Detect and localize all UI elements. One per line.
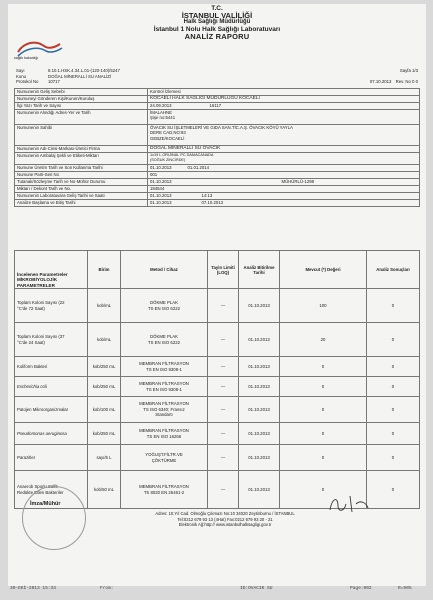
- result-sonuc: 0: [367, 289, 420, 323]
- result-tarih: 01.10.2013: [239, 357, 280, 377]
- header-analiz-tarih: Analiz Bitirilme Tarihi: [239, 251, 280, 289]
- result-mevcut: 0: [280, 471, 367, 509]
- info-label: İlgi Yazı Tarih ve Sayısı: [15, 103, 148, 110]
- header-laboratuvar: İstanbul 1 Nolu Halk Sağlığı Laboratuvarı: [153, 26, 281, 33]
- table-row: [15, 445, 420, 471]
- result-mevcut: 0: [280, 357, 367, 377]
- result-birim: kob/mL: [88, 323, 121, 357]
- header-loq: Tayin Limiti (LOQ): [208, 251, 239, 289]
- result-mevcut: 0: [280, 423, 367, 445]
- info-value: KOCAELİ HALK SAĞLIĞI MÜDÜRLÜĞÜ KOCAELİ: [148, 96, 420, 103]
- result-param: Patojen Mikroorganizmalar: [15, 397, 88, 423]
- meta-block: [14, 68, 420, 85]
- result-loq: —: [208, 445, 239, 471]
- result-tarih: 01.10.2013: [239, 323, 280, 357]
- result-metod: MEMBRAN FİLTRASYON TS 8020 EN 26461-2: [121, 471, 208, 509]
- info-label: Numuneyi Gönderen Kişi/Kurum/Kuruluş: [15, 96, 148, 103]
- result-metod: DÖKME PLAK TS EN ISO 6222: [121, 289, 208, 323]
- sayi-label: Sayı: [16, 68, 25, 73]
- table-row: [15, 423, 420, 445]
- header-sonuc: Analiz Sonuçları: [367, 251, 420, 289]
- result-param: Toplam Koloni Sayısı (37 °C'de 24 Saat): [15, 323, 88, 357]
- result-mevcut: 0: [280, 377, 367, 397]
- result-tarih: 01.10.2013: [239, 397, 280, 423]
- result-mevcut: 0: [280, 445, 367, 471]
- result-param: Toplam Koloni Sayısı (22 °C'de 72 Saat): [15, 289, 88, 323]
- result-metod: YOĞUŞT.FİLTR.VE ÇÖKTÜRME: [121, 445, 208, 471]
- info-value: 001: [148, 172, 420, 179]
- result-sonuc: 0: [367, 323, 420, 357]
- result-loq: —: [208, 377, 239, 397]
- protokol-value: 10717: [48, 79, 60, 85]
- info-value: 1x19 L ORİJİNAL PC DAMACANADA (SOĞUK ZİNCİRDE): [148, 153, 420, 165]
- results-header-row: [15, 251, 420, 289]
- info-label: Numunenin Ambalaj Şekli ve Etiketi-Miktarı: [15, 153, 148, 165]
- info-value: İMALAHNE Şişe no:5441: [148, 110, 420, 125]
- report-header: [8, 4, 426, 40]
- info-value: ÖVACIK SU İŞLETMELERİ VE GIDA SAN.TİC.A.Ş. ÖVACIK KÖYÜ YAYLA DERE CAD.NO:93 GEBZE/KOCAELİ: [148, 125, 420, 146]
- info-value: 24.09.2013 16117: [148, 103, 420, 110]
- result-param: Parazitler: [15, 445, 88, 471]
- report-date: 07.10.2013: [369, 79, 392, 85]
- result-param: Anaerob Sporlu Sülfit Redükte Eden Bakteriler: [15, 471, 88, 509]
- sayi-value: 8.10.1.HSK.4.34.L.01-(120-140)/5247: [48, 68, 120, 73]
- result-sonuc: 0: [367, 397, 420, 423]
- konu-value: DOĞAL MİNERALLİ SU ANALİZİ: [48, 73, 112, 79]
- result-tarih: 01.10.2013: [239, 289, 280, 323]
- info-value: 01.10.2013 14:13: [148, 193, 420, 200]
- result-mevcut: 20: [280, 323, 367, 357]
- official-stamp-icon: [22, 486, 86, 550]
- result-mevcut: 100: [280, 289, 367, 323]
- result-metod: MEMBRAN FİLTRASYON TS EN ISO 9308-1: [121, 357, 208, 377]
- fax-from: From:: [100, 586, 114, 591]
- info-value: 01.10.2013 MÜHÜRLÜ-1298: [148, 179, 420, 186]
- protokol-label: Protokol No: [16, 79, 39, 85]
- result-sonuc: 0: [367, 377, 420, 397]
- result-loq: —: [208, 397, 239, 423]
- info-value: 184544: [148, 186, 420, 193]
- header-param: İncelenen Parametreler MİKROBİYOLOJİK PARAMETRELER: [15, 251, 88, 289]
- result-sonuc: 0: [367, 357, 420, 377]
- result-param: Pseudomonas aeruginosa: [15, 423, 88, 445]
- result-birim: kob/50 mL: [88, 471, 121, 509]
- result-metod: MEMBRAN FİLTRASYON TS EN ISO 16266: [121, 423, 208, 445]
- header-rapor: ANALİZ RAPORU: [184, 32, 250, 41]
- result-sonuc: 0: [367, 445, 420, 471]
- header-valilik: İSTANBUL VALİLİĞİ: [181, 11, 253, 20]
- result-loq: —: [208, 471, 239, 509]
- result-loq: —: [208, 357, 239, 377]
- header-tc: T.C.: [211, 5, 223, 12]
- result-metod: DÖKME PLAK TS EN ISO 6222: [121, 323, 208, 357]
- result-tarih: 01.10.2013: [239, 423, 280, 445]
- info-label: Numunenin Laboratuvara Geliş Tarihi ve Saati: [15, 193, 148, 200]
- result-birim: kob/250 mL: [88, 423, 121, 445]
- result-tarih: 01.10.2013: [239, 377, 280, 397]
- result-loq: —: [208, 323, 239, 357]
- result-metod: MEMBRAN FİLTRASYON TS ISO 6340; Fransız Standartı: [121, 397, 208, 423]
- info-label: Numune Parti-Seri No: [15, 172, 148, 179]
- result-tarih: 01.10.2013: [239, 471, 280, 509]
- info-label: Numunenin Adı-Cinsi-Markası-Üretici Firma: [15, 146, 148, 153]
- info-label: Analize Başlama ve Bitiş Tarihi: [15, 200, 148, 207]
- signature-label: İmza/Mühür: [30, 501, 61, 507]
- result-loq: —: [208, 423, 239, 445]
- fax-id: ID:OVACIK SU: [240, 586, 273, 591]
- info-label: Miktarı / Dekont Tarih ve No.: [15, 186, 148, 193]
- info-label: Numunenin Geliş Sebebi: [15, 89, 148, 96]
- fax-r: R=96%: [398, 586, 412, 591]
- table-row: [15, 323, 420, 357]
- rev-number: Rev. No 0 0: [395, 79, 418, 85]
- info-value: Kontrol İzlemesi: [148, 89, 420, 96]
- sayfa-value: Sayfa 1/3: [399, 68, 418, 73]
- result-sonuc: 0: [367, 423, 420, 445]
- header-metod: Metod / Cihaz: [121, 251, 208, 289]
- fax-page: Page:002: [350, 586, 372, 591]
- logo-caption: sağlık bakanlığı: [14, 56, 39, 60]
- info-label: Numunenin Alındığı Adres-Yer ve Tarih: [15, 110, 148, 125]
- info-label: Numunenin Sahibi: [15, 125, 148, 146]
- header-mudurluk: Halk Sağlığı Müdürlüğü: [183, 19, 251, 25]
- info-value: DOĞAL MİNERALLİ SU ÖVACIK: [148, 146, 420, 153]
- result-param: Escherichia coli: [15, 377, 88, 397]
- results-table: [14, 250, 420, 509]
- info-label: Tutanak/Sözleşme Tarih ve No-Mühür Durumu: [15, 179, 148, 186]
- result-birim: kob/mL: [88, 289, 121, 323]
- footer-address: Adres: 10.Yıl Cad. Olmoğlu Çıkmazı No:10 34020 Zeytinburnu / İSTANBUL Tel:0212 679 93 13 (4Hat) Fax:0212 679 93 20 - 21 Elektronik Ağ:http:// www.istanbulhalksagligi.gov.tr: [155, 511, 295, 527]
- fax-datetime: 30-EKİ-2013 15:33: [10, 586, 56, 591]
- result-metod: MEMBRAN FİLTRASYON TS EN ISO 9308-1: [121, 377, 208, 397]
- result-sonuc: 0: [367, 471, 420, 509]
- result-birim: kob/250 mL: [88, 357, 121, 377]
- header-mevcut: Mevcut (*) Değeri: [280, 251, 367, 289]
- result-birim: sayı/5 L: [88, 445, 121, 471]
- result-tarih: 01.10.2013: [239, 445, 280, 471]
- result-birim: kob/100 mL: [88, 397, 121, 423]
- table-row: [15, 357, 420, 377]
- info-value: 01.10.2013 07.10.2013: [148, 200, 420, 207]
- konu-label: Konu: [16, 73, 27, 79]
- result-loq: —: [208, 289, 239, 323]
- result-mevcut: 0: [280, 397, 367, 423]
- result-param: Koliform Bakteri: [15, 357, 88, 377]
- sample-info-table: [14, 88, 420, 207]
- report-page: [8, 4, 426, 586]
- table-row: [15, 289, 420, 323]
- table-row: [15, 397, 420, 423]
- result-birim: kob/250 mL: [88, 377, 121, 397]
- info-label: Numune Üretim Tarih ve Son Kullanma Tarihi: [15, 165, 148, 172]
- table-row: [15, 377, 420, 397]
- info-value: 01.10.2013 01.01.2014: [148, 165, 420, 172]
- header-birim: Birim: [88, 251, 121, 289]
